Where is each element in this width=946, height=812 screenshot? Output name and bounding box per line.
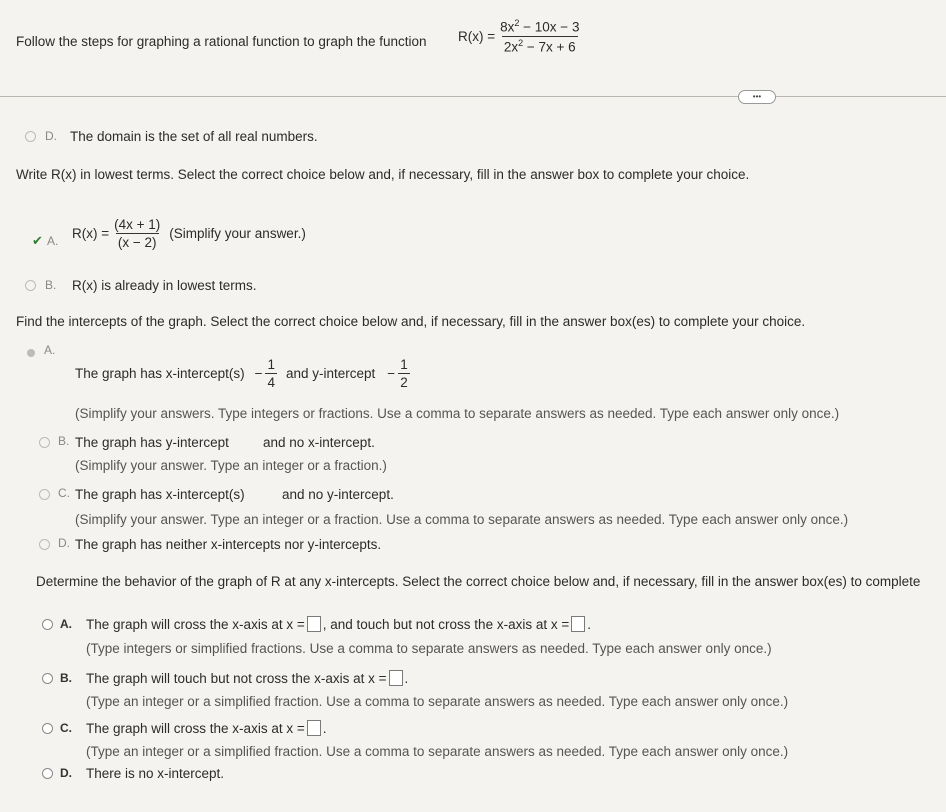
intercepts-option-a-letter: A. [44,343,56,357]
intercepts-c-text2: and no y-intercept. [282,487,394,502]
function-denominator: $2x^2 - 7x + 6$ [503,37,576,54]
intercepts-option-a[interactable] [75,357,413,390]
y-intercept-numerator: 1 [400,357,408,372]
intercepts-option-d-letter: D. [58,536,70,550]
function-fraction [498,18,581,54]
cross-x-answer-box[interactable] [307,616,321,632]
behavior-a-hint: (Type integers or simplified fractions. Use a comma to separate answers as needed. Type each answer only once.) [86,641,772,656]
y-intercept-sign: − [387,366,396,381]
intercepts-a-hint: (Simplify your answers. Type integers or fractions. Use a comma to separate answers as needed. Type each answer only once.) [75,406,840,421]
behavior-b-hint: (Type an integer or a simplified fraction. Use a comma to separate answers as needed. Type each answer only once.) [86,694,789,709]
domain-option-radio[interactable] [25,131,36,142]
x-intercept-sign: − [254,366,263,381]
intercepts-a-text1: The graph has x-intercept(s) [75,366,245,381]
function-lhs: R(x) = [458,28,496,44]
lowest-a-fraction [112,217,162,250]
behavior-option-d-letter: D. [60,766,72,780]
behavior-a-text2: , and touch but not cross the x-axis at x = [322,616,570,632]
behavior-option-a-letter: A. [60,617,72,631]
behavior-a-text3: . [587,616,591,632]
lowest-option-b-text: R(x) is already in lowest terms. [72,278,257,293]
domain-option-letter: D. [45,129,57,143]
behavior-b-text2: . [404,670,409,686]
behavior-option-b-letter: B. [60,671,72,685]
instruction-text: Follow the steps for graphing a rational function to graph the function [16,34,427,49]
lowest-a-note: (Simplify your answer.) [169,226,306,241]
y-intercept-denominator: 2 [400,375,408,390]
correct-check-icon: ✔ [32,233,43,248]
behavior-option-d-text: There is no x-intercept. [86,766,225,781]
lowest-option-a-letter: A. [47,234,59,248]
intercepts-option-c-letter: C. [58,486,70,500]
more-dots-icon: ••• [752,92,762,101]
behavior-a-text1: The graph will cross the x-axis at x = [86,616,305,632]
touch-x-answer-box[interactable] [571,616,585,632]
intercepts-c-hint: (Simplify your answer. Type an integer or a fraction. Use a comma to separate answers as needed. Type each answer only once.) [75,512,849,527]
intercepts-b-hint: (Simplify your answer. Type an integer or a fraction.) [75,458,387,473]
function-numerator: $8x^2 - 10x - 3$ [500,18,580,35]
section-divider [0,96,946,97]
behavior-option-a-radio[interactable] [42,619,53,630]
intercepts-option-b-radio[interactable] [39,437,50,448]
intercepts-prompt: Find the intercepts of the graph. Select the correct choice below and, if necessary, fill in the answer box(es) to complete your choice. [16,314,806,329]
lowest-a-lhs: R(x) = [72,226,110,241]
behavior-option-c[interactable] [86,720,326,736]
function-expression [458,18,584,54]
x-intercept-answer[interactable] [265,357,277,390]
intercepts-option-d-radio[interactable] [39,539,50,550]
lowest-option-b-letter: B. [45,278,57,292]
question-instruction [16,34,427,49]
y-intercept-answer[interactable] [398,357,410,390]
lowest-option-a[interactable] [72,217,306,250]
behavior-option-c-letter: C. [60,721,72,735]
intercepts-option-b-letter: B. [58,434,70,448]
intercepts-c-text1: The graph has x-intercept(s) [75,487,245,502]
touch-only-answer-box[interactable] [389,670,403,686]
x-intercept-numerator: 1 [267,357,275,372]
lowest-a-numerator: (4x + 1) [114,217,161,232]
intercepts-option-a-radio-selected[interactable] [27,349,35,357]
behavior-option-b[interactable] [86,670,408,686]
behavior-option-c-radio[interactable] [42,723,53,734]
lowest-a-denominator: (x − 2) [117,235,157,250]
behavior-c-text1: The graph will cross the x-axis at x = [86,720,305,736]
behavior-c-hint: (Type an integer or a simplified fraction. Use a comma to separate answers as needed. Type each answer only once.) [86,744,789,759]
behavior-option-d-radio[interactable] [42,768,53,779]
behavior-option-b-radio[interactable] [42,673,53,684]
intercepts-b-text2: and no x-intercept. [263,435,375,450]
intercepts-b-text1: The graph has y-intercept [75,435,229,450]
intercepts-option-d-text: The graph has neither x-intercepts nor y-intercepts. [75,537,382,552]
behavior-c-text2: . [322,720,327,736]
lowest-option-b-radio[interactable] [25,280,36,291]
behavior-prompt: Determine the behavior of the graph of R at any x-intercepts. Select the correct choice below and, if necessary, fill in the answer box(es) to complete [36,574,921,589]
intercepts-option-c-radio[interactable] [39,489,50,500]
cross-only-answer-box[interactable] [307,720,321,736]
behavior-b-text1: The graph will touch but not cross the x-axis at x = [86,670,387,686]
lowest-terms-prompt: Write R(x) in lowest terms. Select the correct choice below and, if necessary, fill in the answer box to complete your choice. [16,167,750,182]
expand-more-button[interactable] [738,90,776,104]
behavior-option-a[interactable] [86,616,591,632]
intercepts-a-text2: and y-intercept [285,366,376,381]
domain-answer-text: The domain is the set of all real numbers. [70,129,318,144]
x-intercept-denominator: 4 [267,375,275,390]
